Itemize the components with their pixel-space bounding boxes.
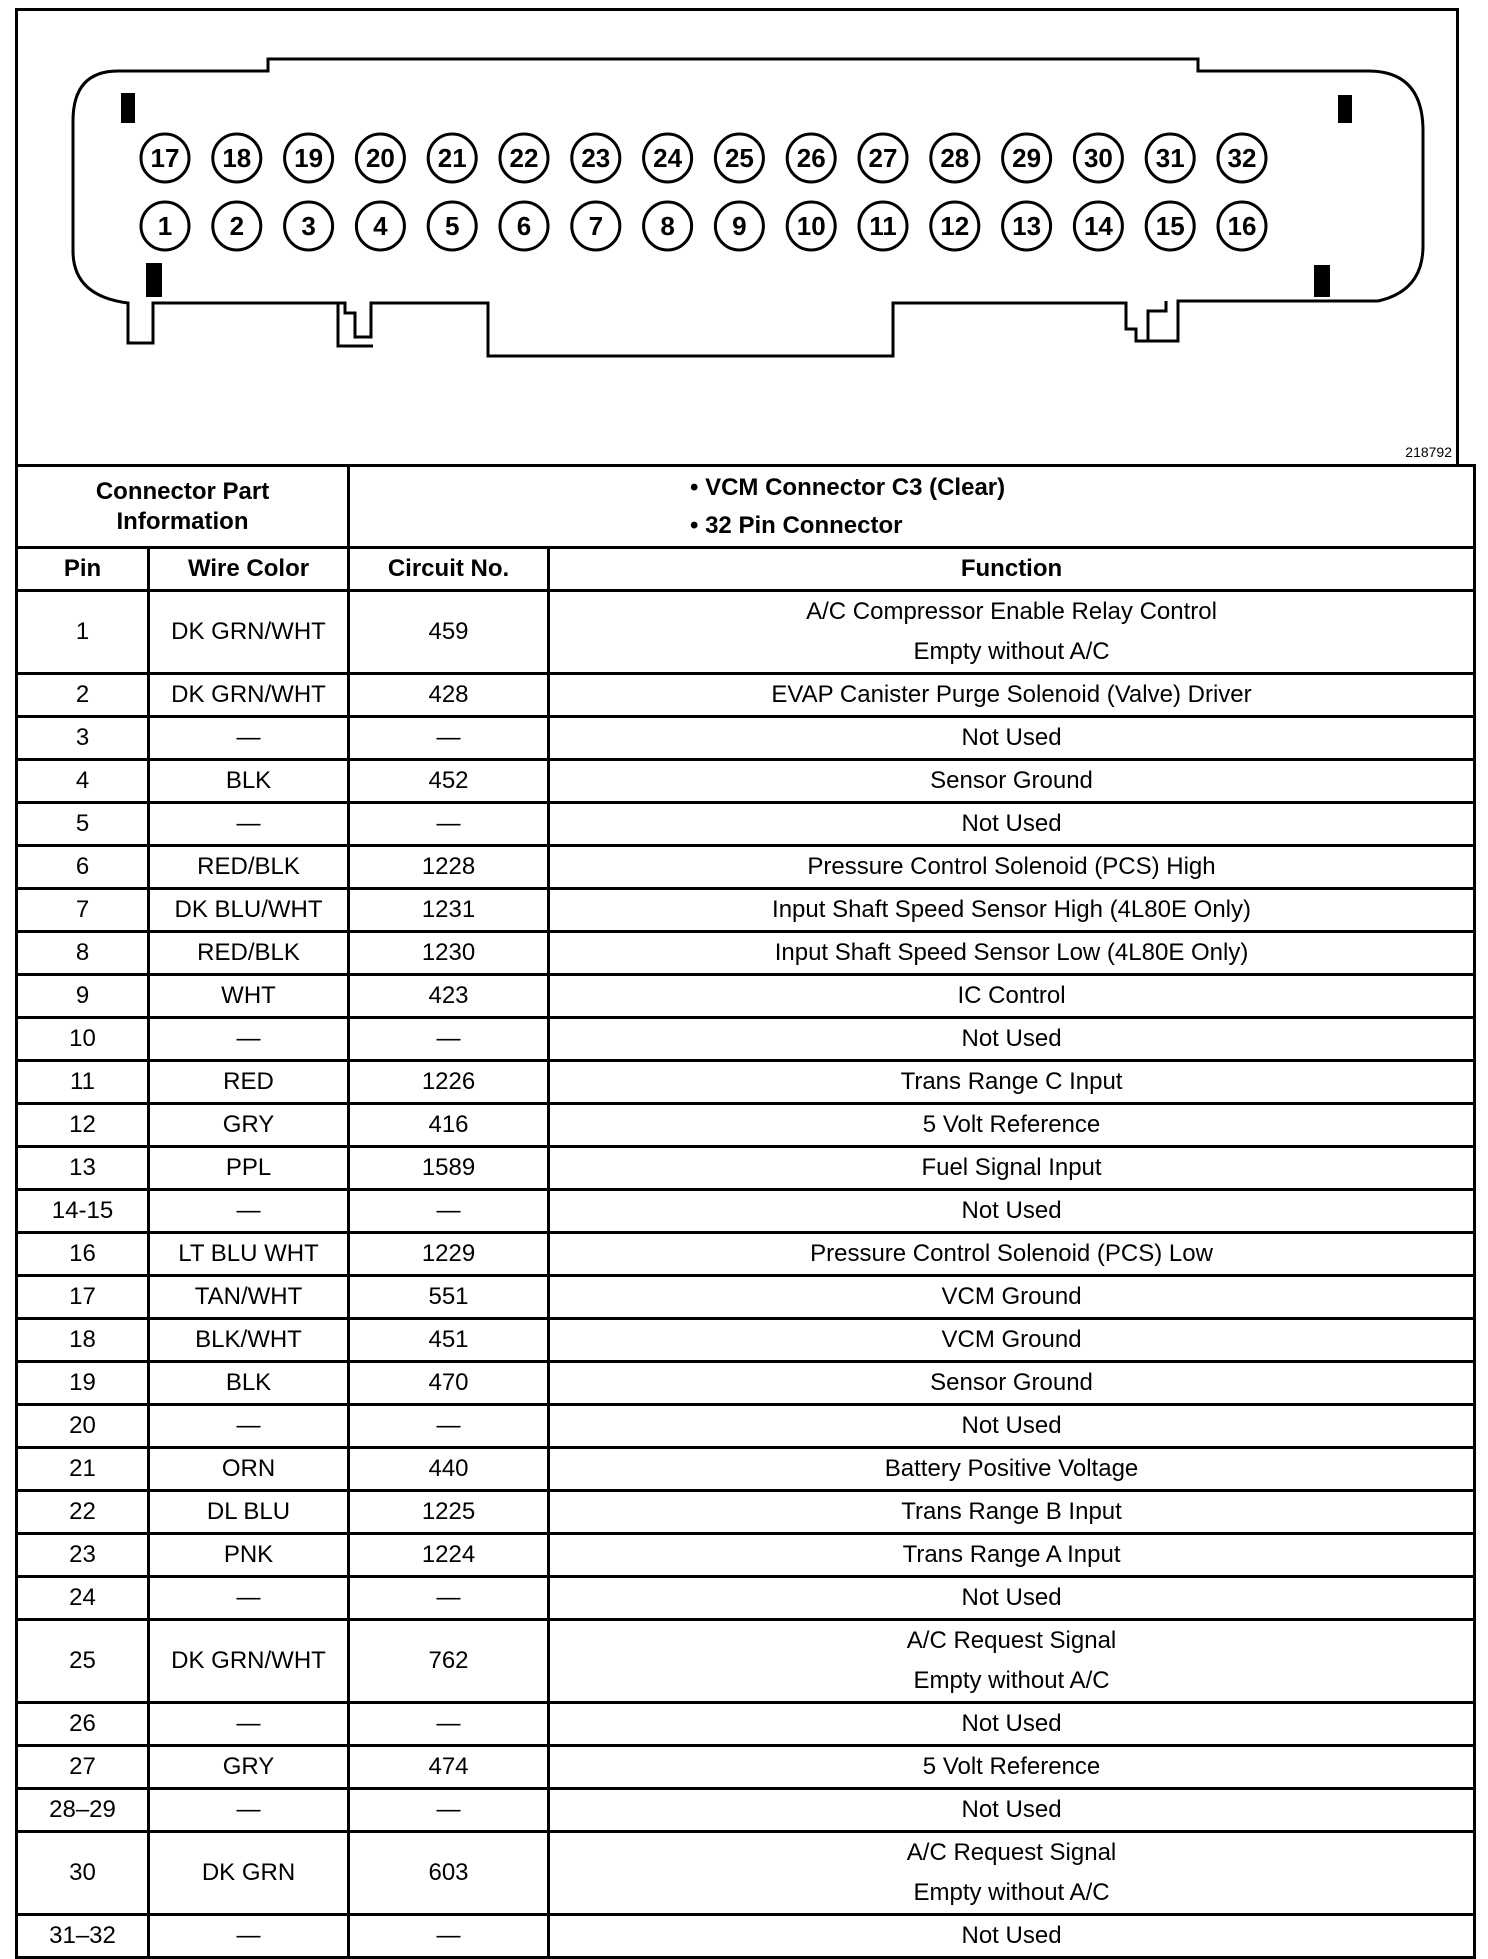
table-row [17,975,1475,1018]
pin-label-27: 27 [868,143,898,173]
function-header: Function [549,548,1475,591]
function-line: Not Used [961,1796,1062,1823]
table-row [17,1491,1475,1534]
circuit-no-cell: 452 [349,760,549,803]
circuit-no-cell: 551 [349,1276,549,1319]
pin-label-9: 9 [732,211,747,241]
table-row [17,1620,1475,1703]
key-block [146,263,162,297]
pin-cell: 23 [17,1534,149,1577]
pin-header: Pin [17,548,149,591]
wire-color-cell: DK GRN/WHT [149,1620,349,1703]
function-line: Not Used [961,1584,1062,1611]
pin-label-21: 21 [437,143,467,173]
table-row [17,1703,1475,1746]
function-cell [549,889,1475,932]
pin-label-7: 7 [588,211,604,241]
table-row [17,1405,1475,1448]
pin-cell: 4 [17,760,149,803]
wire-color-header: Wire Color [149,548,349,591]
function-cell [549,1061,1475,1104]
wire-color-cell: BLK [149,1362,349,1405]
wire-color-cell: — [149,1018,349,1061]
circuit-no-cell: 470 [349,1362,549,1405]
circuit-no-cell: — [349,1789,549,1832]
pin-cell: 18 [17,1319,149,1362]
wire-color-cell: BLK [149,760,349,803]
wire-color-cell: — [149,1190,349,1233]
function-cell [549,591,1475,674]
circuit-no-cell: 1230 [349,932,549,975]
pin-label-8: 8 [660,211,675,241]
wire-color-cell: — [149,1577,349,1620]
key-block [121,93,135,123]
wire-color-cell: DK GRN/WHT [149,591,349,674]
pin-cell: 30 [17,1832,149,1915]
pin-label-25: 25 [724,143,754,173]
table-row [17,1362,1475,1405]
pin-label-19: 19 [294,143,324,173]
pin-cell: 13 [17,1147,149,1190]
table-row [17,1534,1475,1577]
pin-label-22: 22 [509,143,539,173]
function-line: Empty without A/C [913,638,1110,665]
pin-cell: 7 [17,889,149,932]
circuit-no-cell: 416 [349,1104,549,1147]
pin-row-bottom [141,202,1266,250]
circuit-no-cell: 1231 [349,889,549,932]
pin-label-3: 3 [301,211,316,241]
wire-color-cell: DK GRN/WHT [149,674,349,717]
wire-color-cell: DK GRN [149,1832,349,1915]
function-line: A/C Request Signal [906,1627,1117,1654]
function-cell [549,932,1475,975]
pin-label-24: 24 [653,143,683,173]
pin-cell: 25 [17,1620,149,1703]
pin-label-11: 11 [869,211,897,241]
pin-cell: 1 [17,591,149,674]
circuit-no-cell: — [349,803,549,846]
wire-color-cell: GRY [149,1104,349,1147]
circuit-no-cell: 603 [349,1832,549,1915]
circuit-no-header: Circuit No. [349,548,549,591]
table-row [17,1448,1475,1491]
connector-part-info-details [349,466,1475,548]
table-row [17,1147,1475,1190]
wire-color-cell: — [149,803,349,846]
table-row [17,803,1475,846]
function-line: Not Used [961,1025,1062,1052]
function-cell [549,674,1475,717]
figure-number: 218792 [1405,444,1452,460]
pin-cell: 21 [17,1448,149,1491]
pin-label-16: 16 [1227,211,1257,241]
wire-color-cell: DL BLU [149,1491,349,1534]
pin-row-top [141,134,1266,182]
pin-label-28: 28 [940,143,970,173]
circuit-no-cell: — [349,1405,549,1448]
pin-label-5: 5 [444,211,460,241]
function-cell [549,1534,1475,1577]
wire-color-cell: PPL [149,1147,349,1190]
pin-label-31: 31 [1155,143,1185,173]
circuit-no-cell: 428 [349,674,549,717]
function-cell [549,1491,1475,1534]
pin-cell: 6 [17,846,149,889]
function-line: Not Used [961,1710,1062,1737]
wire-color-cell: — [149,1789,349,1832]
circuit-no-cell: 1225 [349,1491,549,1534]
wire-color-cell: GRY [149,1746,349,1789]
function-line: 5 Volt Reference [922,1753,1101,1780]
pin-cell: 9 [17,975,149,1018]
function-cell [549,1276,1475,1319]
function-line: Input Shaft Speed Sensor Low (4L80E Only) [774,939,1249,966]
pin-cell: 14-15 [17,1190,149,1233]
pin-label-2: 2 [229,211,245,241]
table-row [17,1915,1475,1958]
circuit-no-cell: 440 [349,1448,549,1491]
wire-color-cell: — [149,1405,349,1448]
circuit-no-cell: — [349,1018,549,1061]
circuit-no-cell: — [349,1190,549,1233]
pin-cell: 12 [17,1104,149,1147]
function-line: Not Used [961,1412,1062,1439]
function-line: Empty without A/C [913,1879,1110,1906]
key-block [1338,95,1352,123]
function-line: Not Used [961,1197,1062,1224]
table-row [17,1746,1475,1789]
function-cell [549,975,1475,1018]
function-line: A/C Compressor Enable Relay Control [806,598,1217,625]
table-row [17,1276,1475,1319]
connector-diagram-panel [15,8,1459,464]
function-cell [549,1832,1475,1915]
wire-color-cell: TAN/WHT [149,1276,349,1319]
pin-cell: 31–32 [17,1915,149,1958]
wire-color-cell: ORN [149,1448,349,1491]
circuit-no-cell: 1224 [349,1534,549,1577]
table-row [17,717,1475,760]
function-line: Not Used [961,810,1062,837]
pin-label-4: 4 [373,211,388,241]
table-row [17,1577,1475,1620]
circuit-no-cell: — [349,1703,549,1746]
function-cell [549,1746,1475,1789]
pin-cell: 20 [17,1405,149,1448]
function-line: Pressure Control Solenoid (PCS) High [807,853,1216,880]
pin-cell: 19 [17,1362,149,1405]
wire-color-cell: — [149,1703,349,1746]
circuit-no-cell: 423 [349,975,549,1018]
connector-part-info-label: Connector Part Information [17,466,349,548]
pin-cell: 3 [17,717,149,760]
function-line: Fuel Signal Input [921,1154,1102,1181]
table-row [17,591,1475,674]
pin-cell: 28–29 [17,1789,149,1832]
pin-label-14: 14 [1083,211,1113,241]
pin-label-17: 17 [150,143,180,173]
table-row [17,1104,1475,1147]
pin-label-10: 10 [796,211,826,241]
function-line: Trans Range C Input [900,1068,1123,1095]
function-line: VCM Ground [941,1283,1082,1310]
table-row [17,1190,1475,1233]
pin-cell: 26 [17,1703,149,1746]
header-row [17,548,1475,591]
function-line: Empty without A/C [913,1667,1110,1694]
wire-color-cell: — [149,1915,349,1958]
pin-label-32: 32 [1227,143,1257,173]
function-cell [549,1362,1475,1405]
function-line: Sensor Ground [930,1369,1093,1396]
function-cell [549,1233,1475,1276]
function-cell [549,846,1475,889]
function-line: 5 Volt Reference [922,1111,1101,1138]
pin-cell: 16 [17,1233,149,1276]
wire-color-cell: BLK/WHT [149,1319,349,1362]
table-row [17,1061,1475,1104]
pin-label-13: 13 [1012,211,1042,241]
circuit-no-cell: — [349,1915,549,1958]
wire-color-cell: PNK [149,1534,349,1577]
function-cell [549,1620,1475,1703]
table-row [17,1319,1475,1362]
pin-cell: 5 [17,803,149,846]
pin-cell: 8 [17,932,149,975]
function-line: VCM Ground [941,1326,1082,1353]
function-cell [549,803,1475,846]
pin-cell: 24 [17,1577,149,1620]
table-row [17,1018,1475,1061]
function-cell [549,1319,1475,1362]
pin-label-15: 15 [1155,211,1185,241]
function-cell [549,1448,1475,1491]
wire-color-cell: RED/BLK [149,846,349,889]
pin-cell: 2 [17,674,149,717]
pin-cell: 27 [17,1746,149,1789]
pin-cell: 10 [17,1018,149,1061]
function-line: Trans Range A Input [902,1541,1121,1568]
function-line: EVAP Canister Purge Solenoid (Valve) Driver [771,681,1252,708]
pin-label-23: 23 [581,143,611,173]
pin-label-6: 6 [516,211,532,241]
wire-color-cell: WHT [149,975,349,1018]
function-cell [549,1147,1475,1190]
circuit-no-cell: 474 [349,1746,549,1789]
function-cell [549,1789,1475,1832]
pin-label-26: 26 [796,143,826,173]
connector-face-diagram [18,11,1456,464]
pin-cell: 22 [17,1491,149,1534]
function-line: IC Control [957,982,1066,1009]
circuit-no-cell: 1229 [349,1233,549,1276]
circuit-no-cell: 1226 [349,1061,549,1104]
table-row [17,760,1475,803]
table-row [17,932,1475,975]
circuit-no-cell: 1589 [349,1147,549,1190]
circuit-no-cell: 1228 [349,846,549,889]
function-cell [549,717,1475,760]
table-row [17,1789,1475,1832]
pinout-table [15,464,1476,1959]
function-line: Battery Positive Voltage [884,1455,1139,1482]
function-line: Not Used [961,1922,1062,1949]
key-block [1314,265,1330,297]
function-cell [549,1915,1475,1958]
table-row [17,674,1475,717]
circuit-no-cell: 459 [349,591,549,674]
latch-right [1148,301,1166,341]
wire-color-cell: DK BLU/WHT [149,889,349,932]
table-row [17,889,1475,932]
pin-cell: 17 [17,1276,149,1319]
pin-label-29: 29 [1012,143,1042,173]
pin-label-20: 20 [365,143,395,173]
circuit-no-cell: — [349,1577,549,1620]
function-cell [549,1405,1475,1448]
function-cell [549,1190,1475,1233]
wire-color-cell: — [149,717,349,760]
wire-color-cell: RED/BLK [149,932,349,975]
function-line: Not Used [961,724,1062,751]
table-row [17,846,1475,889]
function-cell [549,1104,1475,1147]
function-line: A/C Request Signal [906,1839,1117,1866]
wire-color-cell: LT BLU WHT [149,1233,349,1276]
table-row [17,1233,1475,1276]
circuit-no-cell: 762 [349,1620,549,1703]
function-line: Sensor Ground [930,767,1093,794]
pin-label-18: 18 [222,143,252,173]
function-line: Trans Range B Input [901,1498,1122,1525]
pin-label-30: 30 [1083,143,1113,173]
circuit-no-cell: 451 [349,1319,549,1362]
pin-label-1: 1 [157,211,173,241]
circuit-no-cell: — [349,717,549,760]
pin-cell: 11 [17,1061,149,1104]
function-cell [549,1577,1475,1620]
pin-label-12: 12 [940,211,970,241]
wire-color-cell: RED [149,1061,349,1104]
connector-pin-count: • 32 Pin Connector [690,511,903,539]
function-cell [549,1018,1475,1061]
function-cell [549,760,1475,803]
table-row [17,1832,1475,1915]
connector-name: • VCM Connector C3 (Clear) [690,473,1006,501]
function-cell [549,1703,1475,1746]
function-line: Pressure Control Solenoid (PCS) Low [810,1240,1213,1267]
connector-info-row [17,466,1475,548]
function-line: Input Shaft Speed Sensor High (4L80E Only) [772,896,1251,923]
